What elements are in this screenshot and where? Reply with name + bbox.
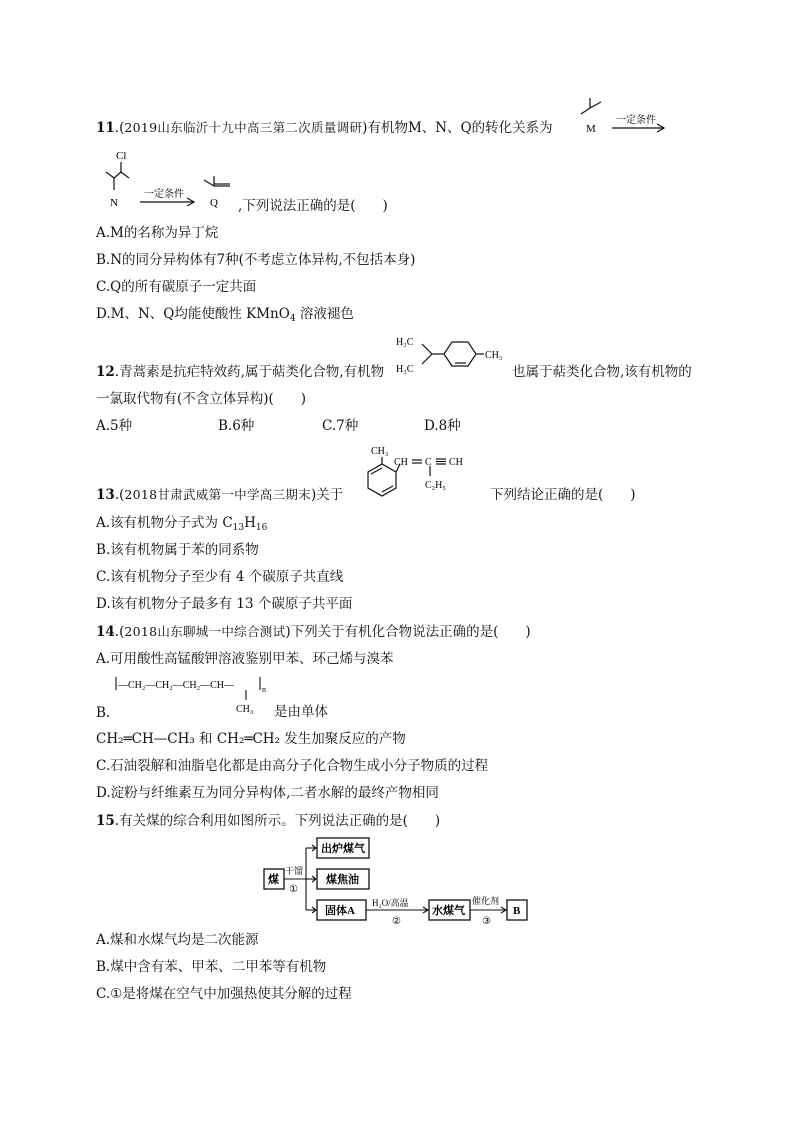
q12-option-c: C.7种: [322, 418, 359, 434]
q13-structure: [352, 442, 492, 506]
q12-structure: [392, 330, 512, 380]
q15-flow-diagram: [262, 836, 534, 926]
q15-option-c: C.①是将煤在空气中加强热使其分解的过程: [96, 986, 352, 1002]
q12-h3c-bottom: H₃C: [396, 364, 414, 375]
q12-stem-c: 一氯取代物有(不含立体异构)( ): [96, 391, 307, 407]
q11-stem-b: ,下列说法正确的是( ): [238, 198, 388, 214]
q14-option-c: C.石油裂解和油脂皂化都是由高分子化合物生成小分子物质的过程: [96, 758, 489, 774]
q13-c: C: [425, 457, 432, 468]
q13-option-b: B.该有机物属于苯的同系物: [96, 542, 259, 558]
q11-option-d: D.M、N、Q均能使酸性 KMnO$_4$ 溶液褪色: [96, 306, 354, 324]
q11-label-cl: Cl: [116, 150, 127, 162]
q15-number: 15: [96, 813, 115, 829]
q15-option-a: A.煤和水煤气均是二次能源: [96, 932, 259, 948]
q11-arrow-condition-1: 一定条件: [616, 115, 656, 126]
q11-option-c: C.Q的所有碳原子一定共面: [96, 279, 257, 295]
q15-step2: H₂O/高温: [372, 898, 409, 908]
q11-stem: 11.(2019山东临沂十九中高三第二次质量调研)有机物M、N、Q的转化关系为: [96, 120, 553, 136]
q15-step1: 干馏: [285, 866, 304, 876]
q13-source: 2018甘肃武威第一中学高三期末: [124, 487, 311, 502]
q14-option-b-label: B.: [96, 705, 111, 721]
q13-end-ch: CH: [449, 457, 463, 468]
q13-option-c: C.该有机物分子至少有 4 个碳原子共直线: [96, 569, 344, 585]
q11-label-m: M: [586, 123, 596, 135]
q15-water-gas: 水煤气: [432, 905, 465, 917]
q14-option-a: A.可用酸性高锰酸钾溶液鉴别甲苯、环己烯与溴苯: [96, 651, 394, 667]
q11-option-b: B.N的同分异构体有7种(不考虑立体异构,不包括本身): [96, 252, 416, 268]
q13-ch3: CH₃: [371, 446, 389, 457]
q13-stem: 13.(2018甘肃武威第一中学高三期末)关于: [96, 487, 344, 503]
q14-polymer-chain: —CH₂—CH₂—CH₂—CH—: [118, 680, 235, 691]
q14-option-d: D.淀粉与纤维素互为同分异构体,二者水解的最终产物相同: [96, 785, 439, 801]
q11-source: 2019山东临沂十九中高三第二次质量调研: [124, 120, 363, 135]
q14-number: 14: [96, 624, 115, 640]
q11-structure-m-arrow: [572, 92, 672, 142]
q15-step3: 催化剂: [472, 896, 500, 906]
q15-option-b: B.煤中含有苯、甲苯、二甲苯等有机物: [96, 959, 327, 975]
q13-option-a: A.该有机物分子式为 $C_{13}H_{16}$: [96, 515, 268, 533]
q14-stem: 14.(2018山东聊城一中综合测试)下列关于有机化合物说法正确的是( ): [96, 624, 531, 640]
q14-option-b-text: 是由单体: [274, 704, 328, 720]
q12-option-b: B.6种: [218, 418, 255, 434]
q15-solid-a: 固体A: [325, 905, 355, 917]
q13-ch: CH: [394, 457, 408, 468]
q11-option-a: A.M的名称为异丁烷: [96, 225, 219, 241]
q15-product-b: B: [513, 905, 521, 917]
q14-polymer-structure: [110, 672, 280, 716]
q15-furnace-gas: 出炉煤气: [321, 843, 365, 855]
q14-polymer-n: n: [262, 685, 266, 694]
q13-number: 13: [96, 487, 115, 503]
q12-h3c-top: H₃C: [396, 337, 414, 348]
q14-option-b-line2: CH₂═CH—CH₃ 和 CH₂═CH₂ 发生加聚反应的产物: [96, 731, 406, 747]
q11-label-n: N: [110, 197, 118, 209]
q12-option-a: A.5种: [96, 418, 133, 434]
q12-stem-b: 也属于萜类化合物,该有机物的: [512, 364, 692, 380]
q12-stem: 12.青蒿素是抗疟特效药,属于萜类化合物,有机物: [96, 364, 385, 380]
q14-polymer-ch3: CH₃: [236, 704, 254, 715]
q13-c2h5: C₂H₅: [425, 480, 446, 491]
q15-stem: 15.有关煤的综合利用如图所示。下列说法正确的是( ): [96, 813, 441, 829]
q13-option-d: D.该有机物分子最多有 13 个碳原子共平面: [96, 596, 353, 612]
q15-step2-num: ②: [392, 916, 401, 927]
q15-step3-num: ③: [482, 916, 491, 927]
q14-source: 2018山东聊城一中综合测试: [124, 624, 286, 639]
q12-option-d: D.8种: [424, 418, 461, 434]
q11-label-q: Q: [210, 197, 218, 209]
q12-number: 12: [96, 364, 115, 380]
q15-coal: 煤: [268, 874, 279, 886]
q15-coal-tar: 煤焦油: [326, 874, 359, 886]
q12-ch3: CH₃: [485, 350, 503, 361]
q11-arrow-condition-2: 一定条件: [144, 189, 184, 200]
q13-stem-b: 下列结论正确的是( ): [490, 487, 636, 503]
q15-step1-num: ①: [289, 884, 298, 895]
q11-number: 11: [96, 120, 115, 136]
q11-structure-n-q: [96, 148, 246, 214]
